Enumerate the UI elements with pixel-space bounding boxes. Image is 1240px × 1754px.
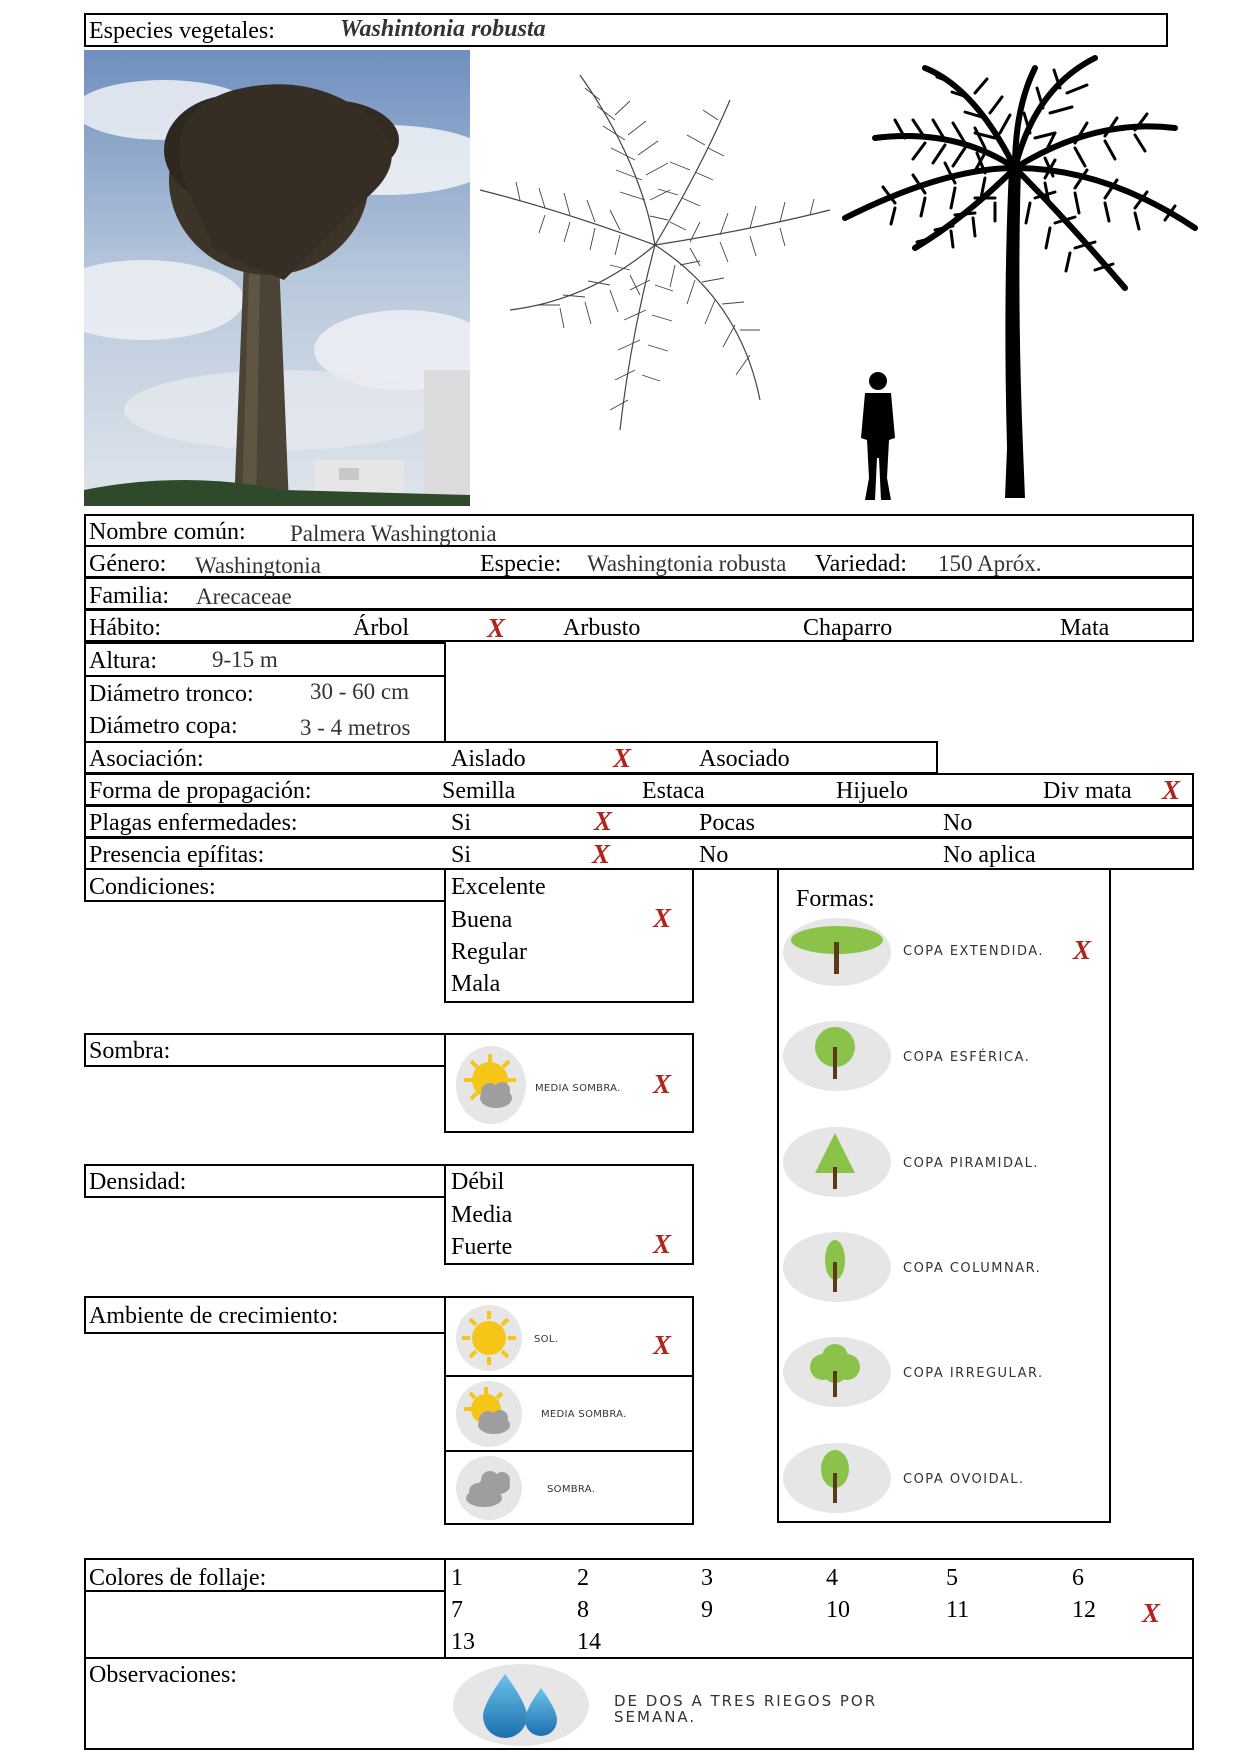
formas-selected-mark: X	[1073, 935, 1092, 965]
especie-label: Especie:	[480, 551, 562, 577]
altura-value: 9-15 m	[212, 647, 278, 672]
media-sombra-icon	[456, 1046, 526, 1124]
densidad-option-debil: Débil	[451, 1169, 505, 1195]
ambiente-option-media-sombra: MEDIA SOMBRA.	[541, 1409, 627, 1420]
copa-columnar-icon	[783, 1232, 891, 1302]
formas-option-copa-piramidal: COPA PIRAMIDAL.	[903, 1156, 1040, 1171]
plagas-option-si: Si	[451, 810, 472, 836]
plagas-option-no: No	[943, 810, 973, 836]
especie-value: Washingtonia robusta	[587, 551, 787, 576]
observaciones-label: Observaciones:	[89, 1662, 237, 1688]
epifitas-option-si: Si	[451, 842, 472, 868]
color-number: 13	[451, 1629, 475, 1655]
altura-label: Altura:	[89, 648, 157, 674]
colores-selected-mark: X	[1142, 1598, 1161, 1628]
genero-value: Washingtonia	[195, 553, 321, 578]
habito-label: Hábito:	[89, 615, 161, 641]
ambiente-selected-mark: X	[653, 1330, 672, 1360]
divider	[444, 1558, 446, 1659]
divider	[444, 1450, 694, 1452]
color-number: 12	[1072, 1597, 1096, 1623]
species-name: Washintonia robusta	[340, 16, 546, 42]
divider	[444, 1375, 694, 1377]
epifitas-option-no: No	[699, 842, 729, 868]
color-number: 10	[826, 1597, 850, 1623]
observaciones-text-line1: DE DOS A TRES RIEGOS POR	[614, 1692, 878, 1710]
propagacion-label: Forma de propagación:	[89, 778, 312, 804]
palm-photo	[84, 50, 470, 506]
color-number: 4	[826, 1565, 838, 1591]
color-number: 6	[1072, 1565, 1084, 1591]
copa-irregular-icon	[783, 1337, 891, 1407]
familia-label: Familia:	[89, 583, 169, 609]
palm-plan-drawing	[470, 60, 840, 440]
ambiente-option-sol: SOL.	[534, 1334, 559, 1345]
densidad-selected-mark: X	[653, 1229, 672, 1259]
shade-cloud-icon	[456, 1456, 522, 1520]
densidad-option-media: Media	[451, 1202, 513, 1228]
diametro-tronco-value: 30 - 60 cm	[310, 679, 410, 704]
color-number: 11	[946, 1597, 970, 1623]
condiciones-option-excelente: Excelente	[451, 874, 546, 900]
variedad-value: 150 Apróx.	[938, 551, 1042, 576]
sombra-label: Sombra:	[89, 1038, 171, 1064]
ambiente-option-sombra: SOMBRA.	[547, 1484, 596, 1495]
propagacion-option-estaca: Estaca	[642, 778, 705, 804]
sun-icon	[456, 1305, 522, 1371]
epifitas-label: Presencia epífitas:	[89, 842, 265, 868]
color-number: 3	[701, 1565, 713, 1591]
genero-label: Género:	[89, 551, 167, 577]
plagas-label: Plagas enfermedades:	[89, 810, 298, 836]
copa-extendida-icon	[783, 918, 891, 986]
propagacion-option-semilla: Semilla	[442, 778, 516, 804]
colores-label: Colores de follaje:	[89, 1565, 267, 1591]
epifitas-selected-mark: X	[592, 839, 611, 869]
color-number: 2	[577, 1565, 589, 1591]
color-number: 8	[577, 1597, 589, 1623]
asociacion-option-aislado: Aislado	[451, 746, 526, 772]
species-header-label: Especies vegetales:	[89, 18, 275, 44]
formas-option-copa-irregular: COPA IRREGULAR.	[903, 1366, 1044, 1381]
condiciones-option-regular: Regular	[451, 939, 527, 965]
color-number: 7	[451, 1597, 463, 1623]
asociacion-selected-mark: X	[613, 743, 632, 773]
observaciones-text-line2: SEMANA.	[614, 1708, 697, 1726]
densidad-label: Densidad:	[89, 1169, 187, 1195]
formas-option-copa-extendida: COPA EXTENDIDA.	[903, 944, 1045, 959]
densidad-option-fuerte: Fuerte	[451, 1234, 513, 1260]
sombra-option-media-sombra: MEDIA SOMBRA.	[535, 1083, 621, 1094]
habito-option-chaparro: Chaparro	[803, 615, 893, 641]
nombre-comun-label: Nombre común:	[89, 519, 246, 545]
condiciones-selected-mark: X	[653, 903, 672, 933]
habito-option-arbusto: Arbusto	[563, 615, 641, 641]
habito-option-arbol: Árbol	[353, 615, 409, 641]
asociacion-label: Asociación:	[89, 746, 204, 772]
sombra-selected-mark: X	[653, 1069, 672, 1099]
condiciones-option-buena: Buena	[451, 907, 513, 933]
habito-selected-mark: X	[487, 613, 506, 643]
epifitas-option-no-aplica: No aplica	[943, 842, 1036, 868]
copa-piramidal-icon	[783, 1127, 891, 1197]
nombre-comun-value: Palmera Washingtonia	[290, 521, 497, 546]
media-sombra-icon	[456, 1381, 522, 1447]
variedad-label: Variedad:	[815, 551, 907, 577]
propagacion-selected-mark: X	[1162, 775, 1181, 805]
plagas-option-pocas: Pocas	[699, 810, 755, 836]
diametro-copa-label: Diámetro copa:	[89, 713, 238, 739]
row-nombre-comun	[84, 514, 1194, 547]
copa-ovoidal-icon	[783, 1443, 891, 1513]
divider	[84, 675, 446, 677]
color-number: 5	[946, 1565, 958, 1591]
color-number: 1	[451, 1565, 463, 1591]
plagas-selected-mark: X	[594, 806, 613, 836]
ambiente-label: Ambiente de crecimiento:	[89, 1303, 339, 1329]
familia-value: Arecaceae	[196, 584, 292, 609]
copa-esferica-icon	[783, 1021, 891, 1091]
formas-option-copa-ovoidal: COPA OVOIDAL.	[903, 1472, 1025, 1487]
formas-option-copa-esferica: COPA ESFÉRICA.	[903, 1050, 1031, 1065]
propagacion-option-hijuelo: Hijuelo	[836, 778, 908, 804]
color-number: 14	[577, 1629, 601, 1655]
water-drops-icon	[453, 1664, 589, 1746]
color-number: 9	[701, 1597, 713, 1623]
formas-label: Formas:	[796, 886, 875, 912]
propagacion-option-div-mata: Div mata	[1043, 778, 1132, 804]
condiciones-option-mala: Mala	[451, 971, 501, 997]
diametro-copa-value: 3 - 4 metros	[300, 715, 411, 740]
asociacion-option-asociado: Asociado	[699, 746, 790, 772]
formas-option-copa-columnar: COPA COLUMNAR.	[903, 1261, 1042, 1276]
palm-silhouette	[835, 48, 1205, 503]
diametro-tronco-label: Diámetro tronco:	[89, 681, 254, 707]
habito-option-mata: Mata	[1060, 615, 1110, 641]
condiciones-label: Condiciones:	[89, 874, 216, 900]
